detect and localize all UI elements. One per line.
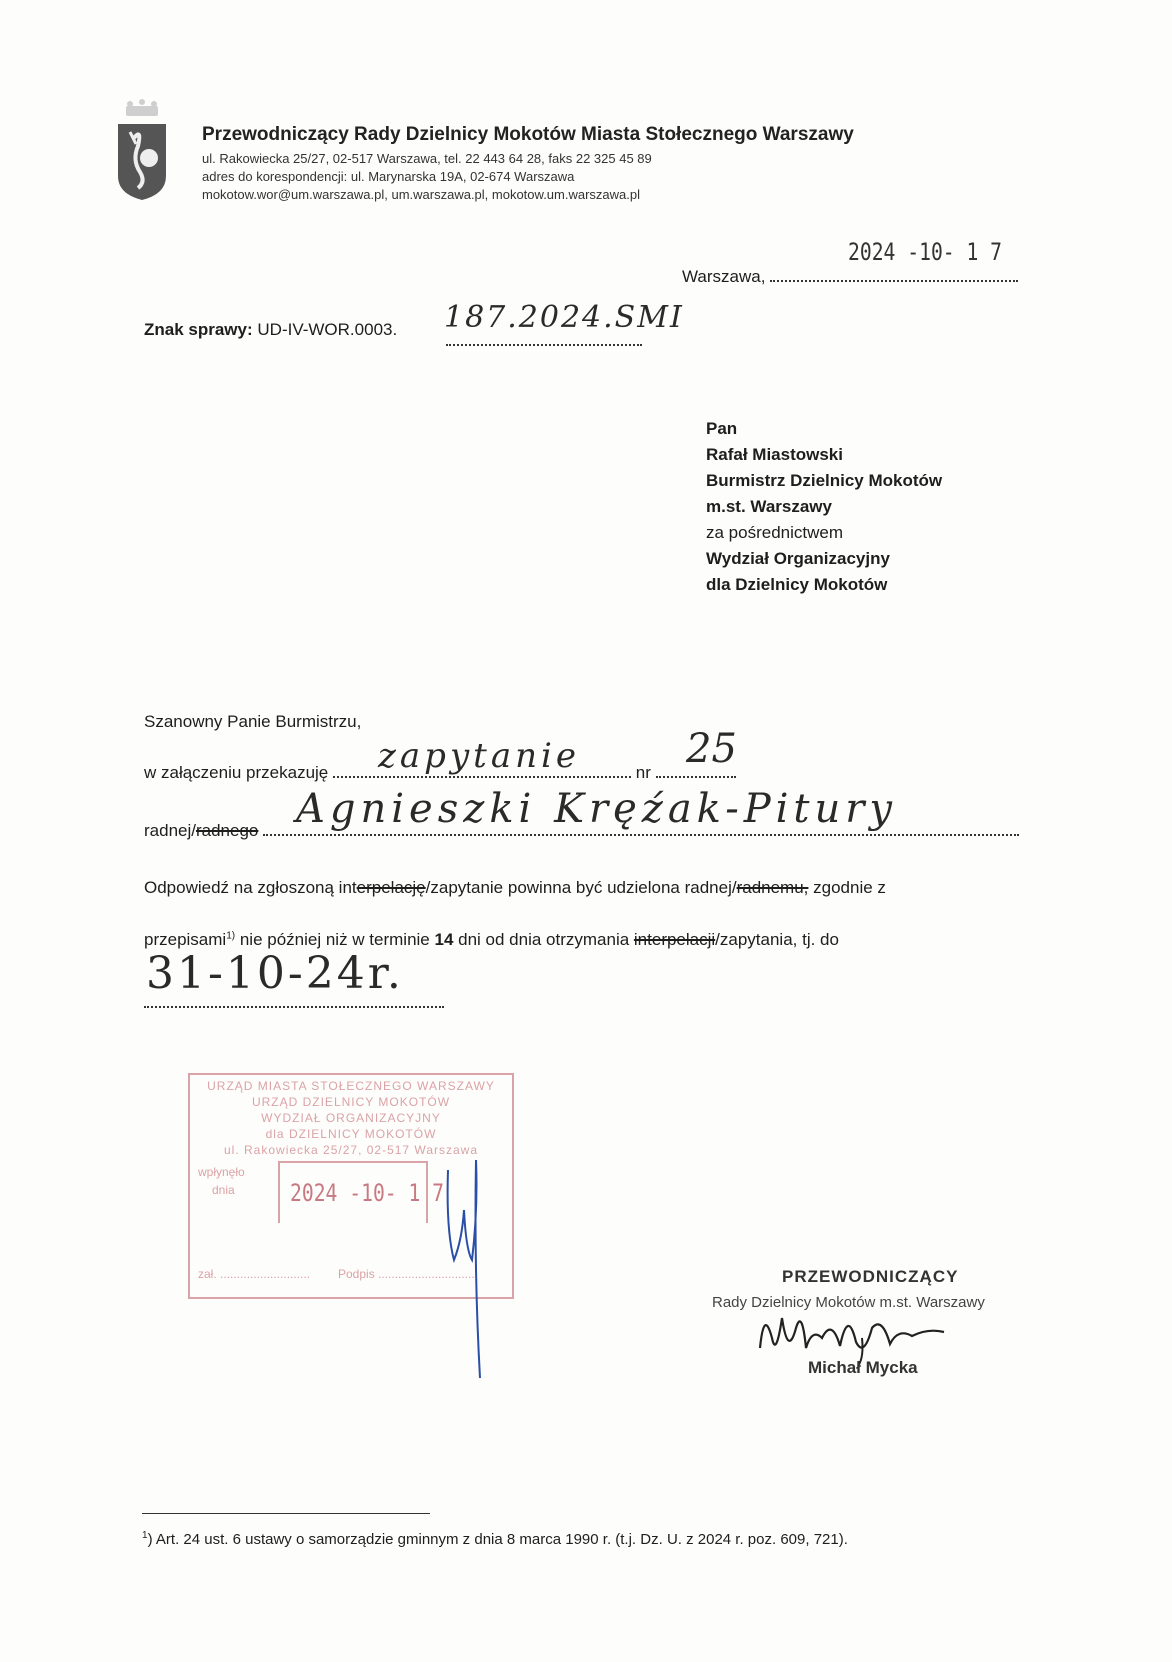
date-line: [682, 266, 1018, 287]
forward-handwritten: zapytanie: [378, 736, 580, 776]
recipient-dept: Wydział Organizacyjny: [706, 549, 890, 568]
date-stamp: 2024 -10- 1 7: [848, 238, 1003, 266]
stamp-day-label: dnia: [212, 1183, 235, 1197]
date-prefix: Warszawa,: [682, 267, 766, 286]
nr-label: nr: [635, 763, 651, 782]
recipient-dept: dla Dzielnicy Mokotów: [706, 575, 888, 594]
recipient-block: [706, 416, 942, 598]
recipient-via: za pośrednictwem: [706, 523, 844, 542]
response-text: /zapytanie powinna być udzielona radnej/: [425, 878, 737, 897]
recipient-line: Rafał Miastowski: [706, 445, 843, 464]
letterhead-contacts: mokotow.wor@um.warszawa.pl, um.warszawa.pl, mokotow.um.warszawa.pl: [202, 187, 641, 202]
case-number: [144, 320, 397, 340]
letterhead-title: Przewodniczący Rady Dzielnicy Mokotów Miasta Stołecznego Warszawy: [202, 124, 854, 145]
stamp-received-label: wpłynęło: [198, 1165, 245, 1179]
councillor-fem: radnej/: [144, 821, 196, 840]
response-text: dni od dnia otrzymania: [453, 930, 634, 949]
response-text: /zapytania, tj. do: [715, 930, 839, 949]
footnote-mark: 1: [142, 1530, 148, 1541]
recipient-line: Pan: [706, 419, 738, 438]
stamp-initials-signature: [440, 1150, 500, 1380]
case-prefix: UD-IV-WOR.0003.: [257, 320, 398, 339]
deadline-dotted: [144, 992, 444, 1008]
case-label: Znak sprawy:: [144, 320, 253, 339]
response-text: przepisami: [144, 930, 227, 949]
stamp-line: URZĄD MIASTA STOŁECZNEGO WARSZAWY: [207, 1079, 495, 1093]
stamp-line: ul. Rakowiecka 25/27, 02-517 Warszawa: [224, 1143, 478, 1157]
case-handwritten: 187.2024.SMI: [444, 300, 684, 335]
footnote-divider: [142, 1513, 430, 1514]
stamp-sign-label: Podpis: [338, 1267, 375, 1281]
letterhead-correspondence: adres do korespondencji: ul. Marynarska 19A, 02-674 Warszawa: [202, 169, 575, 184]
letterhead-address: ul. Rakowiecka 25/27, 02-517 Warszawa, tel. 22 443 64 28, faks 22 325 45 89: [202, 151, 652, 166]
signature-name: Michał Mycka: [808, 1358, 918, 1377]
signature-org: Rady Dzielnicy Mokotów m.st. Warszawy: [712, 1294, 985, 1311]
councillor-handwritten: Agnieszki Kręźak-Pitury: [296, 786, 897, 832]
warsaw-coat-of-arms-icon: [116, 98, 168, 202]
response-text: Odpowiedź na zgłoszoną int: [144, 878, 357, 897]
recipient-line: m.st. Warszawy: [706, 497, 832, 516]
response-line-1: [144, 878, 886, 898]
response-struck: interpelacji: [633, 930, 716, 949]
stamp-zal-label: zał.: [198, 1267, 217, 1281]
footnote-text: ) Art. 24 ust. 6 ustawy o samorządzie gminnym z dnia 8 marca 1990 r. (t.j. Dz. U. z 2024 r. poz. 609, 721).: [147, 1531, 848, 1548]
response-text: nie później niż w terminie: [235, 930, 435, 949]
footnote-ref: 1): [226, 930, 236, 942]
response-days: 14: [434, 930, 454, 949]
response-struck: radnemu,: [736, 878, 809, 897]
forward-prefix: w załączeniu przekazuję: [144, 763, 329, 782]
response-line-2: [144, 930, 839, 950]
deadline-handwritten: 31-10-24r.: [146, 948, 404, 999]
stamp-line: dla DZIELNICY MOKOTÓW: [265, 1127, 437, 1141]
signature-title: PRZEWODNICZĄCY: [782, 1267, 959, 1286]
nr-handwritten: 25: [686, 726, 737, 772]
response-struck: erpelację: [356, 878, 426, 897]
stamp-line: WYDZIAŁ ORGANIZACYJNY: [261, 1111, 441, 1125]
date-dotted-line: [770, 266, 1018, 282]
case-dotted-line: [446, 330, 642, 346]
recipient-line: Burmistrz Dzielnicy Mokotów: [706, 471, 943, 490]
stamp-attachments: zał. ...........................: [198, 1267, 311, 1281]
councillor-masc: radnego: [195, 821, 259, 840]
stamp-line: URZĄD DZIELNICY MOKOTÓW: [251, 1095, 451, 1109]
footnote: [142, 1530, 848, 1548]
response-text: zgodnie z: [808, 878, 886, 897]
salutation: Szanowny Panie Burmistrzu,: [144, 712, 362, 731]
stamp-date: 2024 -10- 1 7: [290, 1179, 445, 1207]
stamp-signature-field: Podpis ..............................: [338, 1267, 479, 1281]
